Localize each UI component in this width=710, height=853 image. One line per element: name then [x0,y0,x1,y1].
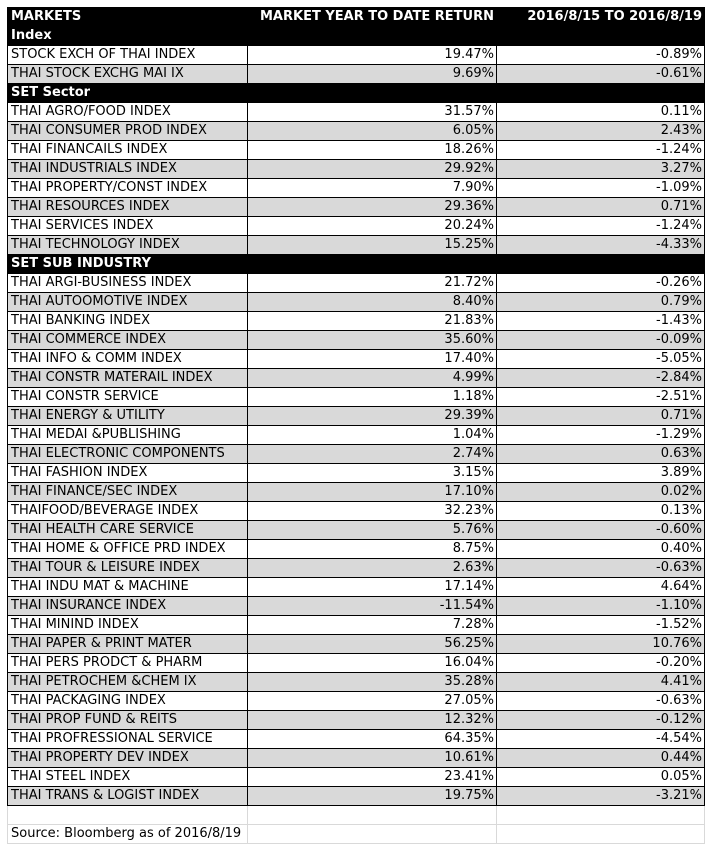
period-return: 0.02% [497,483,705,502]
index-name: THAI INDUSTRIALS INDEX [8,160,248,179]
ytd-return: 6.05% [248,122,497,141]
header-empty [248,27,497,46]
index-name: THAI AGRO/FOOD INDEX [8,103,248,122]
period-return: -1.09% [497,179,705,198]
period-return: -1.24% [497,217,705,236]
table-row [8,141,705,160]
index-name: THAI CONSTR MATERAIL INDEX [8,369,248,388]
period-return: 10.76% [497,635,705,654]
index-name: THAI COMMERCE INDEX [8,331,248,350]
table-row [8,483,705,502]
period-return: -1.24% [497,141,705,160]
ytd-return: 19.75% [248,787,497,806]
period-return: -0.12% [497,711,705,730]
table-row [8,635,705,654]
ytd-return: 56.25% [248,635,497,654]
period-return: -1.43% [497,312,705,331]
header-row [8,8,705,27]
ytd-return: 29.36% [248,198,497,217]
section-sub-industry [8,255,705,274]
ytd-return: 27.05% [248,692,497,711]
section-empty [497,84,705,103]
ytd-return: 19.47% [248,46,497,65]
index-name: THAI FINANCAILS INDEX [8,141,248,160]
table-row [8,312,705,331]
period-return: -4.54% [497,730,705,749]
ytd-return: 29.39% [248,407,497,426]
index-name: THAI MININD INDEX [8,616,248,635]
index-name: THAI RESOURCES INDEX [8,198,248,217]
index-name: THAI TRANS & LOGIST INDEX [8,787,248,806]
table-row [8,597,705,616]
period-return: 0.79% [497,293,705,312]
table-row [8,331,705,350]
section-empty [497,255,705,274]
period-return: -0.09% [497,331,705,350]
ytd-return: 16.04% [248,654,497,673]
ytd-return: 4.99% [248,369,497,388]
section-empty [248,255,497,274]
ytd-return: 8.75% [248,540,497,559]
index-name: THAI HOME & OFFICE PRD INDEX [8,540,248,559]
period-return: -0.20% [497,654,705,673]
index-name: THAI STEEL INDEX [8,768,248,787]
table-row [8,293,705,312]
index-name: THAI TECHNOLOGY INDEX [8,236,248,255]
ytd-return: 17.40% [248,350,497,369]
ytd-return: 23.41% [248,768,497,787]
period-return: 0.71% [497,198,705,217]
returns-table-body [8,8,705,844]
table-row [8,369,705,388]
ytd-return: 7.28% [248,616,497,635]
index-name: THAI PACKAGING INDEX [8,692,248,711]
ytd-return: 7.90% [248,179,497,198]
period-return: -0.60% [497,521,705,540]
ytd-return: 64.35% [248,730,497,749]
source-empty [248,825,497,844]
ytd-return: 35.60% [248,331,497,350]
index-name: THAI CONSUMER PROD INDEX [8,122,248,141]
table-row [8,692,705,711]
table-row [8,65,705,84]
table-row [8,559,705,578]
section-set-sector [8,84,705,103]
ytd-return: 5.76% [248,521,497,540]
index-name: THAI MEDAI &PUBLISHING [8,426,248,445]
section-sub-industry-title: SET SUB INDUSTRY [8,255,248,274]
table-row [8,768,705,787]
index-name: THAI CONSTR SERVICE [8,388,248,407]
ytd-return: 35.28% [248,673,497,692]
section-set-sector-title: SET Sector [8,84,248,103]
period-return: 0.63% [497,445,705,464]
ytd-return: 32.23% [248,502,497,521]
source-note: Source: Bloomberg as of 2016/8/19 [8,825,248,844]
period-return: 3.89% [497,464,705,483]
index-name: THAI SERVICES INDEX [8,217,248,236]
blank-row [8,806,705,825]
period-return: -1.10% [497,597,705,616]
index-name: THAI ARGI-BUSINESS INDEX [8,274,248,293]
table-row [8,388,705,407]
index-name: THAI TOUR & LEISURE INDEX [8,559,248,578]
index-name: THAI INDU MAT & MACHINE [8,578,248,597]
index-name: STOCK EXCH OF THAI INDEX [8,46,248,65]
table-row [8,407,705,426]
table-row [8,730,705,749]
period-return: -0.26% [497,274,705,293]
index-name: THAI BANKING INDEX [8,312,248,331]
header-empty [497,27,705,46]
table-row [8,160,705,179]
index-name: THAI INFO & COMM INDEX [8,350,248,369]
table-row [8,578,705,597]
ytd-return: 12.32% [248,711,497,730]
period-return: -2.84% [497,369,705,388]
period-return: -0.63% [497,559,705,578]
index-name: THAIFOOD/BEVERAGE INDEX [8,502,248,521]
header-index: Index [8,27,248,46]
table-row [8,540,705,559]
table-row [8,445,705,464]
index-name: THAI PROPERTY/CONST INDEX [8,179,248,198]
table-row [8,122,705,141]
source-row [8,825,705,844]
period-return: 0.13% [497,502,705,521]
table-row [8,521,705,540]
header-ytd: MARKET YEAR TO DATE RETURN [248,8,497,27]
period-return: 0.71% [497,407,705,426]
table-row [8,749,705,768]
returns-table [7,7,705,844]
ytd-return: 10.61% [248,749,497,768]
period-return: 4.41% [497,673,705,692]
table-row [8,46,705,65]
table-row [8,673,705,692]
ytd-return: 21.72% [248,274,497,293]
index-name: THAI PETROCHEM &CHEM IX [8,673,248,692]
ytd-return: 17.10% [248,483,497,502]
ytd-return: 17.14% [248,578,497,597]
ytd-return: 20.24% [248,217,497,236]
ytd-return: 2.63% [248,559,497,578]
header-row-index [8,27,705,46]
table-row [8,787,705,806]
ytd-return: 2.74% [248,445,497,464]
table-row [8,711,705,730]
table-row [8,236,705,255]
ytd-return: 18.26% [248,141,497,160]
period-return: 0.44% [497,749,705,768]
ytd-return: 8.40% [248,293,497,312]
source-empty [497,825,705,844]
ytd-return: 21.83% [248,312,497,331]
period-return: -1.52% [497,616,705,635]
index-name: THAI PROPERTY DEV INDEX [8,749,248,768]
ytd-return: 3.15% [248,464,497,483]
ytd-return: 1.18% [248,388,497,407]
ytd-return: 15.25% [248,236,497,255]
index-name: THAI PROFRESSIONAL SERVICE [8,730,248,749]
index-name: THAI FASHION INDEX [8,464,248,483]
period-return: 2.43% [497,122,705,141]
blank-cell [497,806,705,825]
table-row [8,198,705,217]
period-return: -2.51% [497,388,705,407]
index-name: THAI FINANCE/SEC INDEX [8,483,248,502]
ytd-return: 1.04% [248,426,497,445]
period-return: -0.89% [497,46,705,65]
index-name: THAI PERS PRODCT & PHARM [8,654,248,673]
period-return: -0.61% [497,65,705,84]
index-name: THAI PAPER & PRINT MATER [8,635,248,654]
ytd-return: 9.69% [248,65,497,84]
period-return: -0.63% [497,692,705,711]
table-row [8,616,705,635]
ytd-return: 29.92% [248,160,497,179]
table-row [8,350,705,369]
period-return: 0.11% [497,103,705,122]
header-markets: MARKETS [8,8,248,27]
period-return: -5.05% [497,350,705,369]
index-name: THAI PROP FUND & REITS [8,711,248,730]
table-row [8,103,705,122]
ytd-return: 31.57% [248,103,497,122]
period-return: -1.29% [497,426,705,445]
table-row [8,217,705,236]
period-return: 0.40% [497,540,705,559]
period-return: 0.05% [497,768,705,787]
period-return: 3.27% [497,160,705,179]
index-name: THAI AUTOOMOTIVE INDEX [8,293,248,312]
index-name: THAI ELECTRONIC COMPONENTS [8,445,248,464]
period-return: 4.64% [497,578,705,597]
index-name: THAI ENERGY & UTILITY [8,407,248,426]
index-name: THAI INSURANCE INDEX [8,597,248,616]
period-return: -3.21% [497,787,705,806]
table-row [8,179,705,198]
table-row [8,274,705,293]
period-return: -4.33% [497,236,705,255]
section-empty [248,84,497,103]
index-name: THAI HEALTH CARE SERVICE [8,521,248,540]
table-row [8,654,705,673]
blank-cell [8,806,248,825]
table-row [8,502,705,521]
index-name: THAI STOCK EXCHG MAI IX [8,65,248,84]
table-row [8,464,705,483]
header-period: 2016/8/15 TO 2016/8/19 [497,8,705,27]
ytd-return: -11.54% [248,597,497,616]
table-row [8,426,705,445]
blank-cell [248,806,497,825]
